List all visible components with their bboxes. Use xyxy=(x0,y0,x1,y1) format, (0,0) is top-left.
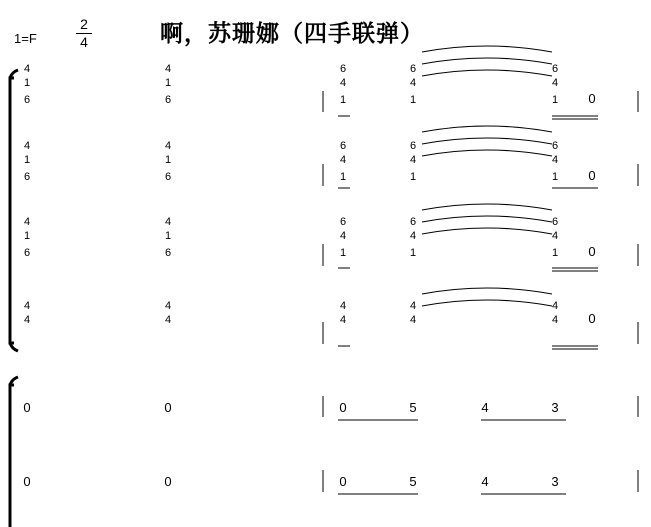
note: 4 xyxy=(551,154,559,166)
note: 6 xyxy=(164,171,172,183)
note: 4 xyxy=(339,154,347,166)
note: 4 xyxy=(551,230,559,242)
note: 4 xyxy=(409,314,417,326)
system-1-notes xyxy=(24,63,596,326)
note: 4 xyxy=(164,140,172,152)
system-1-bracket xyxy=(10,70,18,351)
note: 4 xyxy=(409,300,417,312)
note: 5 xyxy=(409,400,417,415)
note: 0 xyxy=(164,400,172,415)
note: 1 xyxy=(339,171,347,183)
note: 1 xyxy=(164,77,172,89)
note: 6 xyxy=(164,94,172,106)
note: 4 xyxy=(339,314,347,326)
note: 6 xyxy=(339,216,347,228)
note: 6 xyxy=(23,171,31,183)
note: 1 xyxy=(551,94,559,106)
note: 0 xyxy=(588,244,596,259)
time-signature-top: 2 xyxy=(80,16,88,32)
note: 1 xyxy=(164,230,172,242)
note: 1 xyxy=(551,171,559,183)
system-2-notes xyxy=(23,400,558,489)
note: 4 xyxy=(23,216,31,228)
note: 6 xyxy=(23,247,31,259)
note: 0 xyxy=(588,91,596,106)
note: 4 xyxy=(409,77,417,89)
note: 0 xyxy=(164,474,172,489)
note: 6 xyxy=(409,63,417,75)
note: 1 xyxy=(409,247,417,259)
note: 4 xyxy=(409,230,417,242)
note: 5 xyxy=(409,474,417,489)
note: 6 xyxy=(164,247,172,259)
note: 4 xyxy=(339,77,347,89)
note: 4 xyxy=(551,77,559,89)
note: 4 xyxy=(23,314,31,326)
note: 1 xyxy=(339,247,347,259)
note: 4 xyxy=(481,400,489,415)
note: 6 xyxy=(339,140,347,152)
note: 6 xyxy=(551,140,559,152)
note: 4 xyxy=(551,314,559,326)
note: 1 xyxy=(409,171,417,183)
note: 4 xyxy=(551,300,559,312)
note: 1 xyxy=(339,94,347,106)
note: 4 xyxy=(339,300,347,312)
note: 0 xyxy=(339,474,347,489)
note: 4 xyxy=(481,474,489,489)
note: 0 xyxy=(23,474,31,489)
note: 4 xyxy=(409,154,417,166)
note: 1 xyxy=(23,77,31,89)
note: 0 xyxy=(588,311,596,326)
note: 3 xyxy=(551,400,559,415)
note: 6 xyxy=(339,63,347,75)
note: 6 xyxy=(23,94,31,106)
note: 3 xyxy=(551,474,559,489)
beams xyxy=(338,116,598,494)
note: 6 xyxy=(409,216,417,228)
time-signature-bottom: 4 xyxy=(80,34,88,50)
note: 4 xyxy=(339,230,347,242)
note: 1 xyxy=(164,154,172,166)
note: 4 xyxy=(164,314,172,326)
note: 6 xyxy=(551,63,559,75)
note: 0 xyxy=(339,400,347,415)
note: 0 xyxy=(588,168,596,183)
note: 4 xyxy=(164,216,172,228)
note: 1 xyxy=(551,247,559,259)
note: 0 xyxy=(23,400,31,415)
note: 4 xyxy=(164,300,172,312)
note: 1 xyxy=(23,154,31,166)
note: 1 xyxy=(409,94,417,106)
note: 4 xyxy=(23,63,31,75)
system-2-bracket xyxy=(10,377,18,527)
note: 4 xyxy=(164,63,172,75)
system-1-barlines xyxy=(323,91,638,344)
key-signature: 1=F xyxy=(14,31,37,46)
page-title: 啊，苏珊娜（四手联弹） xyxy=(160,21,424,47)
tie-arcs xyxy=(422,46,552,306)
note: 6 xyxy=(409,140,417,152)
note: 4 xyxy=(23,140,31,152)
note: 1 xyxy=(23,230,31,242)
note: 4 xyxy=(23,300,31,312)
note: 6 xyxy=(551,216,559,228)
